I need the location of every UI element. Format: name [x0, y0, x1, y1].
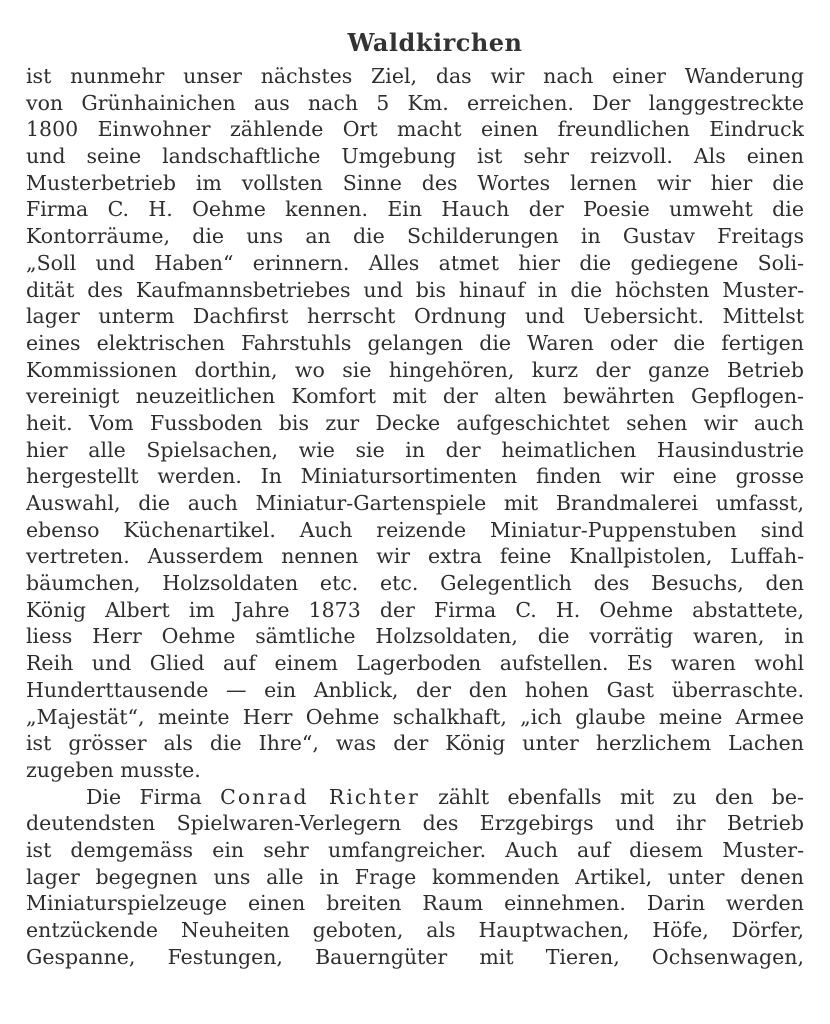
page-title: Waldkirchen	[347, 28, 523, 57]
text-line: ist grösser als die Ihre“, was der König unter herzlichem Lachen	[26, 731, 804, 756]
text-line: ist nunmehr unser nächstes Ziel, das wir nach einer Wanderung	[26, 64, 804, 88]
text-line: Gespanne, Festungen, Bauerngüter mit Tieren, Ochsenwagen,	[26, 944, 804, 969]
text-line: lager unterm Dachfirst herrscht Ordnung und Uebersicht. Mittelst	[26, 304, 804, 329]
text-line: hier alle Spielsachen, wie sie in der heimatlichen Hausindustrie	[26, 437, 804, 462]
text-line: und seine landschaftliche Umgebung ist sehr reizvoll. Als einen	[26, 144, 804, 169]
text-line: eines elektrischen Fahrstuhls gelangen die Waren oder die fertigen	[26, 330, 804, 355]
text-line: Kommissionen dorthin, wo sie hingehören, kurz der ganze Betrieb	[26, 357, 804, 382]
text-line: ebenso Küchenartikel. Auch reizende Miniatur-Puppenstuben sind	[26, 517, 804, 542]
text-fragment: zählt ebenfalls mit zu den be-	[419, 784, 804, 809]
text-line: lager begegnen uns alle in Frage kommenden Artikel, unter denen	[26, 864, 804, 889]
text-line	[26, 784, 804, 811]
text-line: liess Herr Oehme sämtliche Holzsoldaten, die vorrätig waren, in	[26, 624, 804, 649]
text-line: Hunderttausende — ein Anblick, der den hohen Gast überraschte.	[26, 677, 804, 702]
text-line: Musterbetrieb im vollsten Sinne des Wortes lernen wir hier die	[26, 170, 804, 195]
text-line: vereinigt neuzeitlichen Komfort mit der alten bewährten Gepflogen-	[26, 384, 804, 409]
text-line: heit. Vom Fussboden bis zur Decke aufgeschichtet sehen wir auch	[26, 410, 804, 435]
text-line: Firma C. H. Oehme kennen. Ein Hauch der Poesie umweht die	[26, 197, 804, 222]
text-line: König Albert im Jahre 1873 der Firma C. H. Oehme abstattete,	[26, 597, 804, 622]
text-line: bäumchen, Holzsoldaten etc. etc. Gelegentlich des Besuchs, den	[26, 571, 804, 596]
document-page	[26, 28, 804, 970]
text-line: deutendsten Spielwaren-Verlegern des Erzgebirgs und ihr Betrieb	[26, 811, 804, 836]
text-line: Miniaturspielzeuge einen breiten Raum einnehmen. Darin werden	[26, 891, 804, 916]
text-line: dität des Kaufmannsbetriebes und bis hinauf in die höchsten Muster-	[26, 277, 804, 302]
text-line: „Soll und Haben“ erinnern. Alles atmet hier die gediegene Soli-	[26, 250, 804, 275]
text-line: ist demgemäss ein sehr umfangreicher. Auch auf diesem Muster-	[26, 837, 804, 862]
text-line: 1800 Einwohner zählende Ort macht einen freundlichen Eindruck	[26, 117, 804, 142]
text-line: „Majestät“, meinte Herr Oehme schalkhaft, „ich glaube meine Armee	[26, 704, 804, 729]
paragraph-2	[26, 784, 804, 971]
text-line: von Grünhainichen aus nach 5 Km. erreichen. Der langgestreckte	[26, 90, 804, 115]
text-line: Kontorräume, die uns an die Schilderungen in Gustav Freitags	[26, 224, 804, 249]
paragraph-1	[26, 63, 804, 784]
text-line: vertreten. Ausserdem nennen wir extra feine Knallpistolen, Luffah-	[26, 544, 804, 569]
company-name: Conrad Richter	[220, 784, 420, 809]
text-line: hergestellt werden. In Miniatursortimenten finden wir eine grosse	[26, 464, 804, 489]
text-fragment: Die Firma	[86, 784, 221, 809]
text-line: entzückende Neuheiten geboten, als Hauptwachen, Höfe, Dörfer,	[26, 918, 804, 942]
text-line: Auswahl, die auch Miniatur-Gartenspiele mit Brandmalerei umfasst,	[26, 491, 804, 515]
text-line: zugeben musste.	[26, 757, 201, 782]
text-line: Reih und Glied auf einem Lagerboden aufstellen. Es waren wohl	[26, 651, 804, 676]
